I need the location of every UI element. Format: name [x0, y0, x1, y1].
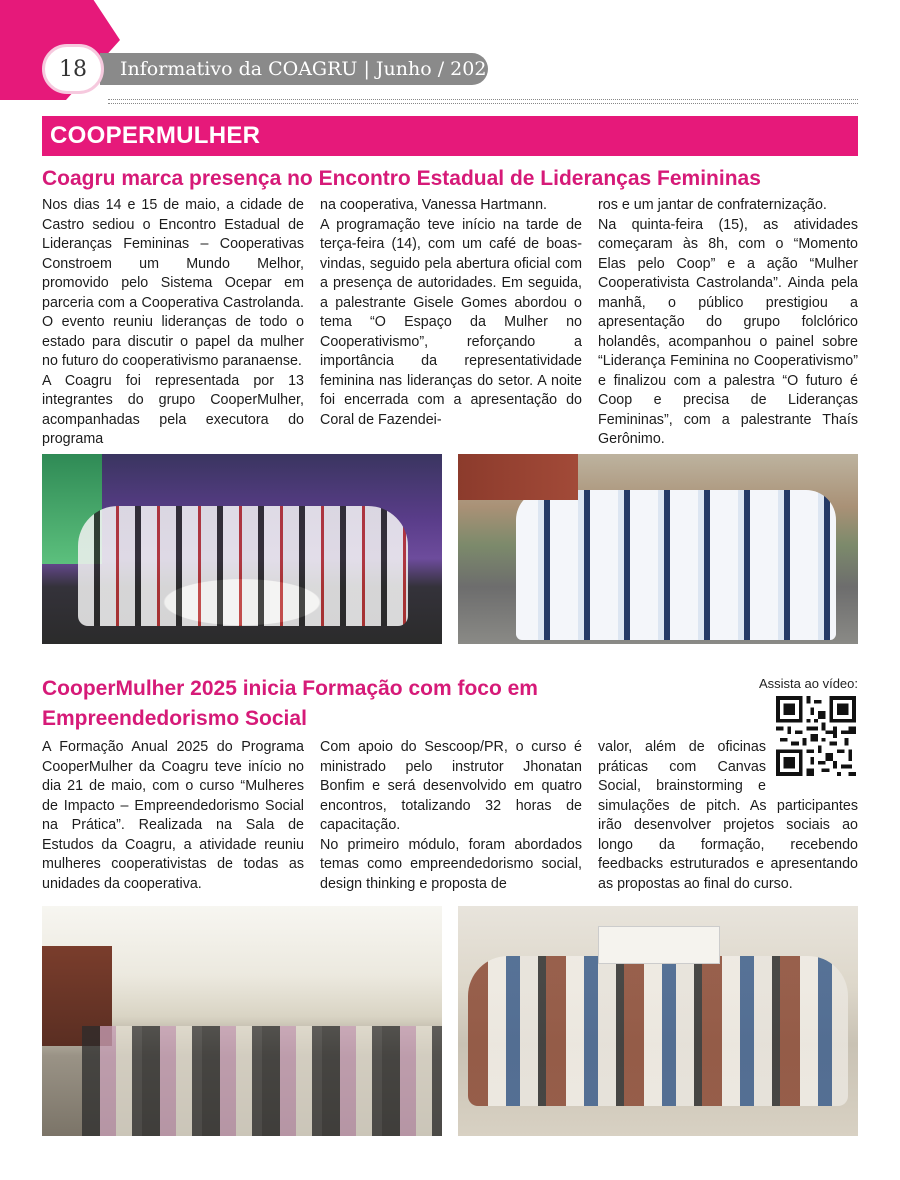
article2-headline-line2: Empreendedorismo Social — [42, 707, 307, 730]
publication-title: Informativo da COAGRU | Junho / 2025 — [100, 53, 488, 85]
event-stage-group-photo — [42, 454, 442, 644]
article1-column-2 — [320, 196, 582, 430]
paragraph: A programação teve início na tarde de terça-feira (14), com um café de boas-vindas, seguido pela abertura oficial com a presença de autoridades. Em seguida, a palestrante Gisele Gomes abordou o tema “O Espaço da Mulher no Cooperativismo”, reforçando a importância da representatividade feminina nas lideranças do setor. A noite foi encerrada com a apresentação do Coral de Fazendei- — [320, 216, 582, 428]
training-classroom-photo — [42, 906, 442, 1136]
paragraph: A Coagru foi representada por 13 integrantes do grupo CooperMulher, acompanhadas pela executora do programa — [42, 372, 304, 447]
section-title: COOPERMULHER — [42, 116, 858, 156]
article2-column-1 — [42, 738, 304, 894]
training-group-photo — [458, 906, 858, 1136]
article2-headline — [42, 674, 682, 734]
article1-column-3 — [598, 196, 858, 450]
page-number: 18 — [42, 44, 104, 94]
paragraph: ros e um jantar de confraternização. — [598, 197, 827, 213]
event-outdoor-group-photo — [458, 454, 858, 644]
article1-column-1 — [42, 196, 304, 450]
qr-label: Assista ao vídeo: — [759, 676, 858, 691]
article1-headline: Coagru marca presença no Encontro Estadual de Lideranças Femininas — [42, 167, 761, 190]
article2-column-3 — [598, 738, 858, 894]
paragraph: na cooperativa, Vanessa Hartmann. — [320, 197, 548, 213]
paragraph: Com apoio do Sescoop/PR, o curso é ministrado pelo instrutor Jhonatan Bonfim e será desenvolvido em quatro encontros, totalizando 32 horas de capacitação. — [320, 739, 582, 833]
header-divider — [108, 99, 858, 104]
article2-headline-line1: CooperMulher 2025 inicia Formação com foco em — [42, 677, 538, 700]
article2-column-2 — [320, 738, 582, 894]
paragraph: No primeiro módulo, foram abordados temas como empreendedorismo social, design thinking e proposta de — [320, 836, 582, 892]
paragraph: valor, além de oficinas práticas com Canvas Social, brainstorming e simulações de pitch. As participantes irão desenvolver projetos sociais ao longo da formação, recebendo feedbacks estruturados e apresentando as propostas ao final do curso. — [598, 739, 858, 892]
paragraph: A Formação Anual 2025 do Programa CooperMulher da Coagru teve início no dia 21 de maio, com o curso “Mulheres de Impacto – Empreendedorismo Social na Prática”. Realizada na Sala de Estudos da Coagru, a atividade reuniu mulheres cooperativistas de todas as unidades da cooperativa. — [42, 739, 304, 892]
paragraph: Nos dias 14 e 15 de maio, a cidade de Castro sediou o Encontro Estadual de Lideranças Femininas – Cooperativas Constroem um Mundo Melhor, promovido pelo Sistema Ocepar em parceria com a Cooperativa Castrolanda. O evento reuniu lideranças de todo o estado para discutir o papel da mulher no futuro do cooperativismo paranaense. — [42, 197, 304, 369]
paragraph: Na quinta-feira (15), as atividades começaram às 8h, com o “Momento Elas pelo Coop” e a ação “Mulher Cooperativista Castrolanda”. Ainda pela manhã, o público prestigiou a apresentação do grupo folclórico holandês, acompanhou o painel sobre “Liderança Feminina no Cooperativismo” e finalizou com a palestra “O futuro é Coop e precisa de Lideranças Femininas”, com a palestrante Thaís Gerônimo. — [598, 216, 858, 447]
